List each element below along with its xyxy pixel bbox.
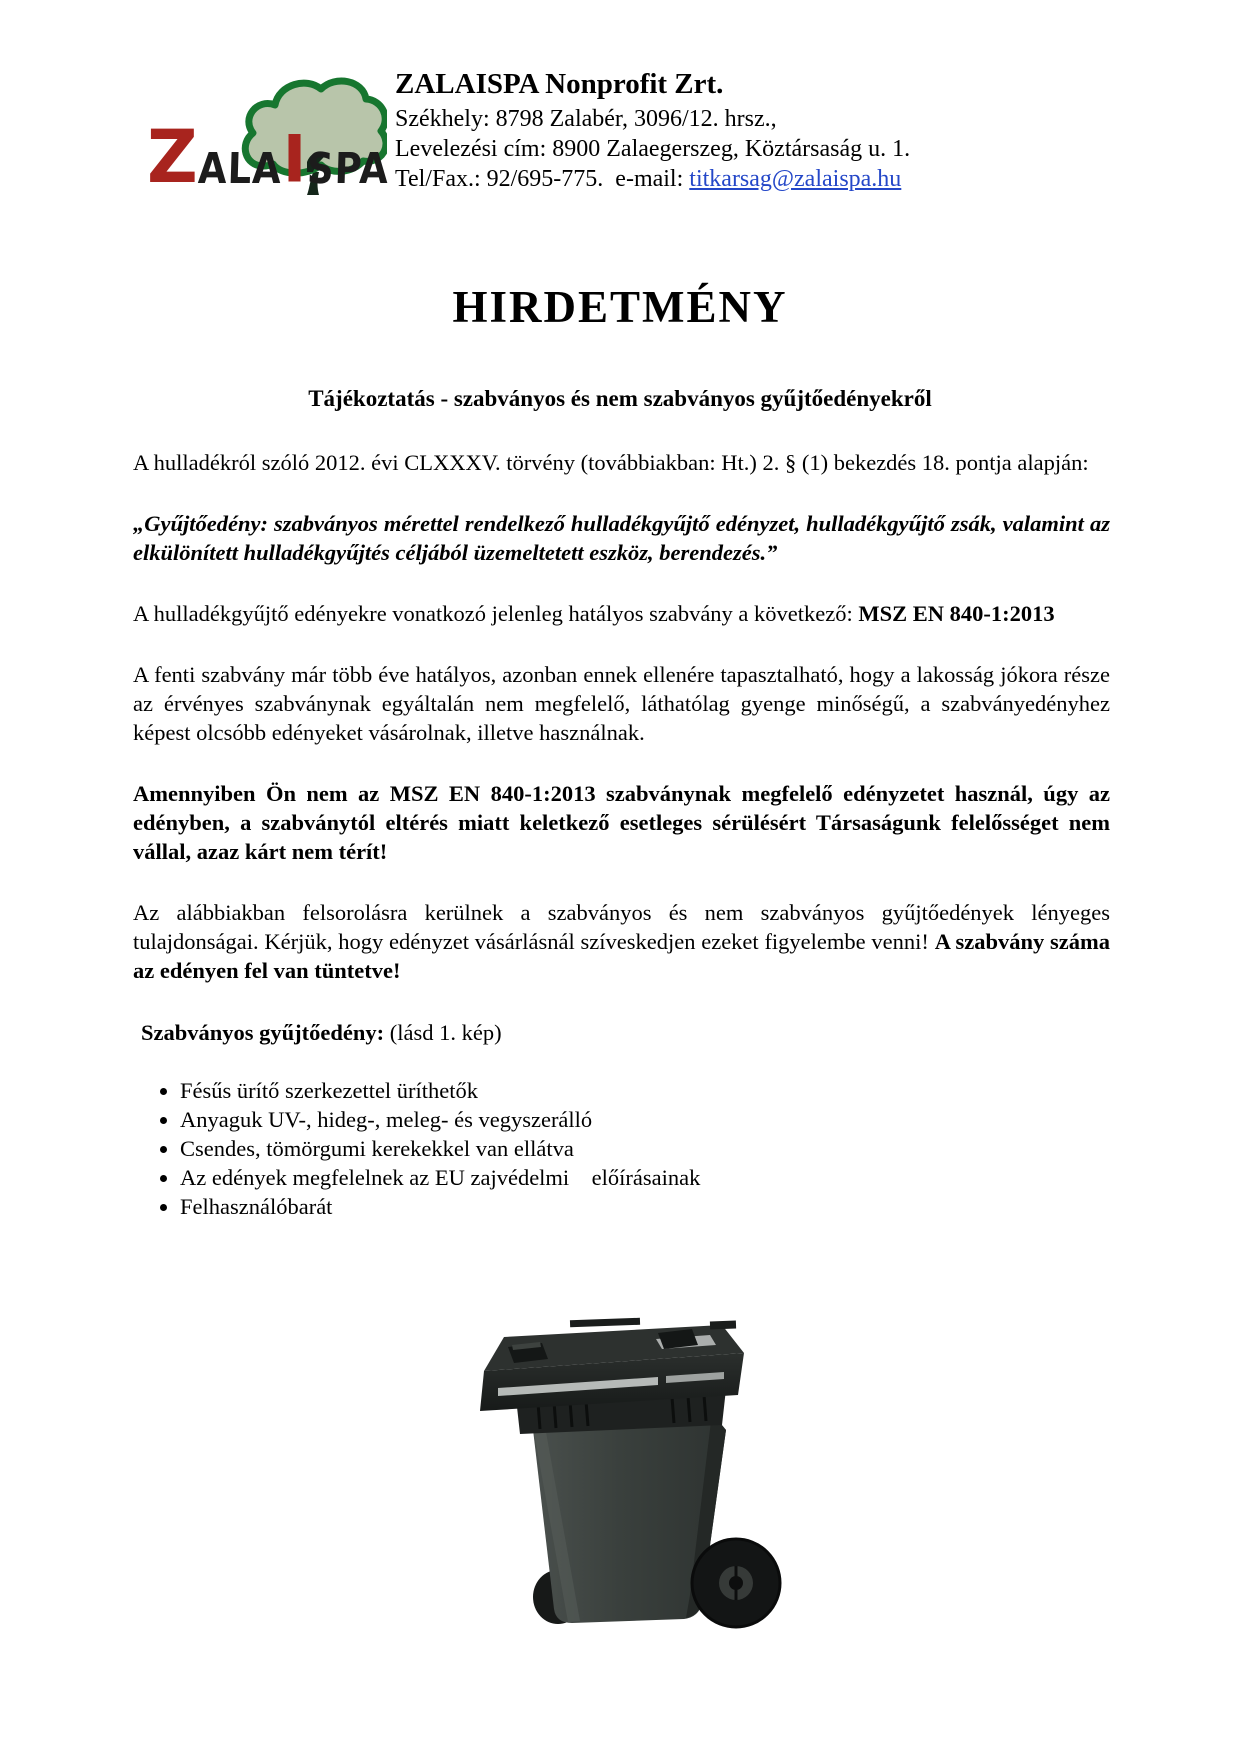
list-item — [180, 1192, 1110, 1221]
company-name: ZALAISPA Nonprofit Zrt. — [395, 68, 724, 100]
logo-letters-ala: ALA — [197, 143, 283, 194]
list-item-text: Felhasználóbarát — [180, 1194, 333, 1219]
logo-letters-spa: SPA — [306, 143, 391, 194]
logo-letter-i: I — [282, 122, 307, 198]
document-body — [0, 448, 1240, 1221]
letterhead — [0, 0, 1240, 226]
list-item — [180, 1134, 1110, 1163]
list-item-text: Csendes, tömörgumi kerekekkel van ellátva — [180, 1136, 574, 1161]
list-item — [180, 1105, 1110, 1134]
page-title: HIRDETMÉNY — [452, 282, 788, 332]
paragraph-standard — [133, 599, 1110, 628]
standard-text: A hulladékgyűjtő edényekre vonatkozó jelenleg hatályos szabvány a következő: — [133, 601, 859, 626]
list-heading-note: (lásd 1. kép) — [384, 1020, 502, 1045]
page-subtitle: Tájékoztatás - szabványos és nem szabványos gyűjtőedényekről — [308, 386, 932, 411]
address-line-1: Székhely: 8798 Zalabér, 3096/12. hrsz., — [395, 106, 777, 132]
list-item-text: Az edények megfelelnek az EU zajvédelmi előírásainak — [180, 1165, 701, 1190]
standard-bin-properties-list — [133, 1076, 1110, 1221]
zalaispa-logo — [133, 66, 391, 226]
telfax-label: Tel/Fax.: 92/695-775. e-mail: — [395, 166, 690, 192]
paragraph-liability-warning: Amennyiben Ön nem az MSZ EN 840-1:2013 szabványnak megfelelő edényzetet használ, úgy az edényben, a szabványtól eltérés miatt keletkező esetleges sérülésért Társaságunk felelősséget nem vállal, azaz kárt nem térít! — [133, 781, 1110, 864]
list-item-text: Anyaguk UV-, hideg-, meleg- és vegyszerálló — [180, 1107, 593, 1132]
paragraph-definition-quote: „Gyűjtőedény: szabványos mérettel rendelkező hulladékgyűjtő edényzet, hulladékgyűjtő zsák, valamint az elkülönített hulladékgyűjtés céljából üzemeltetett eszköz, berendezés.” — [133, 511, 1110, 565]
list-heading — [133, 1018, 1110, 1047]
address-line-2: Levelezési cím: 8900 Zalaegerszeg, Köztársaság u. 1. — [395, 136, 911, 162]
list-item — [180, 1076, 1110, 1105]
paragraph-list-intro — [133, 898, 1110, 985]
waste-bin-image — [420, 1295, 820, 1640]
paragraph-observation: A fenti szabvány már több éve hatályos, azonban ennek ellenére tapasztalható, hogy a lakosság jókora része az érvényes szabványnak egyáltalán nem megfelelő, láthatólag gyenge minőségű, a szabványedényhez képest olcsóbb edényeket vásárolnak, illetve használnak. — [133, 662, 1110, 745]
figure-1 — [0, 1295, 1240, 1640]
paragraph-law-reference: A hulladékról szóló 2012. évi CLXXXV. törvény (továbbiakban: Ht.) 2. § (1) bekezdés 18. pontja alapján: — [133, 450, 1089, 475]
list-intro-text: Az alábbiakban felsorolásra kerülnek a szabványos és nem szabványos gyűjtőedények lényeges tulajdonságai. Kérjük, hogy edényzet vásárlásnál szíveskedjen ezeket figyelembe venni! — [133, 900, 1110, 954]
list-item — [180, 1163, 1110, 1192]
telfax-line — [395, 164, 910, 194]
list-intro-bold: A szabvány száma az edényen fel van tüntetve! — [133, 929, 1111, 983]
contact-block — [385, 66, 910, 226]
logo-wordmark — [147, 113, 391, 201]
logo-letter-z: Z — [147, 113, 198, 201]
email-link[interactable]: titkarsag@zalaispa.hu — [689, 166, 902, 192]
list-item-text: Fésűs ürítő szerkezettel üríthetők — [180, 1078, 479, 1103]
list-heading-bold: Szabványos gyűjtőedény: — [141, 1020, 385, 1045]
standard-number: MSZ EN 840-1:2013 — [858, 601, 1055, 626]
